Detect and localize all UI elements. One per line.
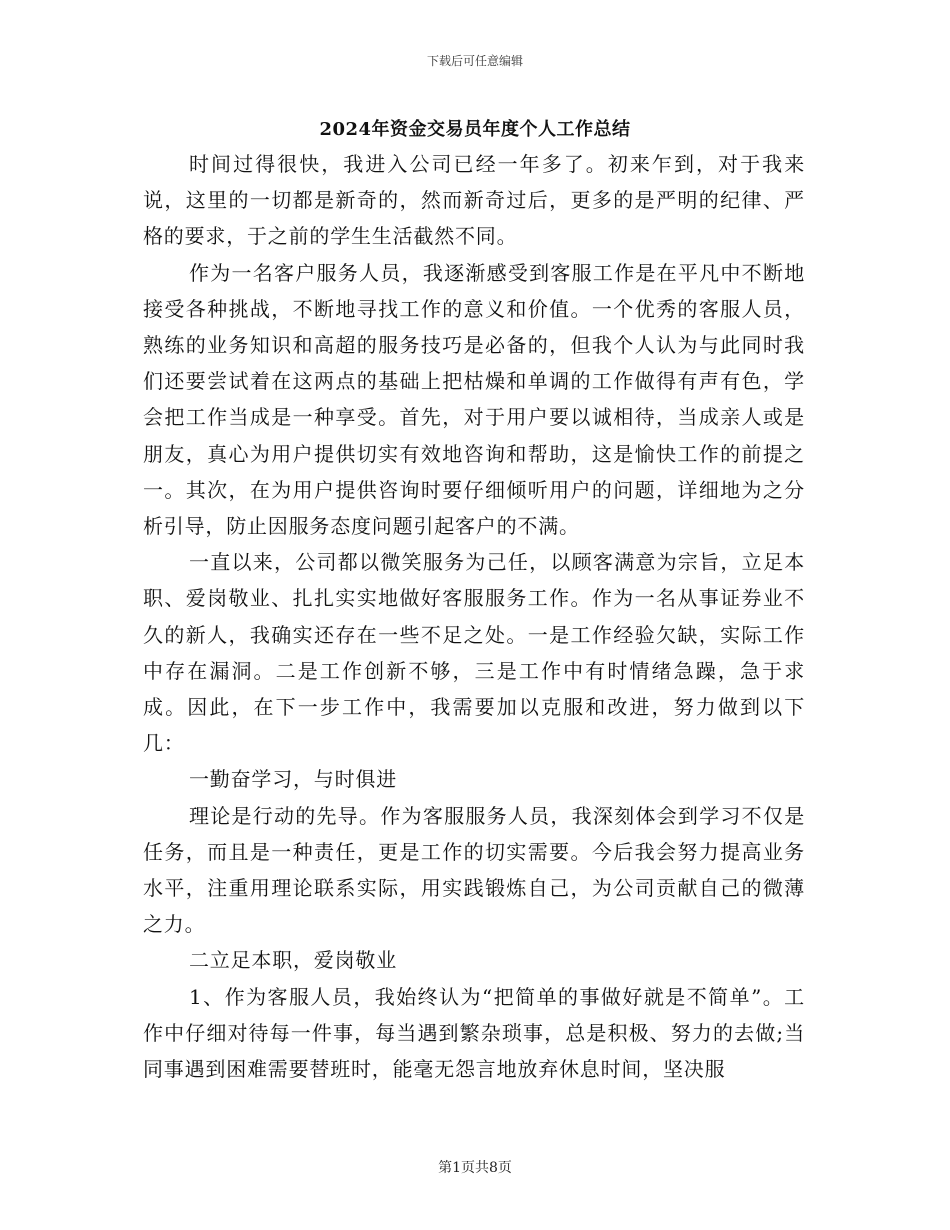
page-footer: 第1页共8页	[438, 1160, 512, 1176]
paragraph-shortcomings: 一直以来，公司都以微笑服务为己任，以顾客满意为宗旨，立足本职、爱岗敬业、扎扎实实地做好客服服务工作。作为一名从事证券业不久的新人，我确实还存在一些不足之处。一是工作经验欠缺，实际工作中存在漏洞。二是工作创新不够，三是工作中有时情绪急躁，急于求成。因此，在下一步工作中，我需要加以克服和改进，努力做到以下几：	[143, 550, 805, 756]
paragraph-intro: 时间过得很快，我进入公司已经一年多了。初来乍到，对于我来说，这里的一切都是新奇的，然而新奇过后，更多的是严明的纪律、严格的要求，于之前的学生生活截然不同。	[143, 152, 805, 249]
paragraph-study: 理论是行动的先导。作为客服服务人员，我深刻体会到学习不仅是任务，而且是一种责任，更是工作的切实需要。今后我会努力提高业务水平，注重用理论联系实际，用实践锻炼自己，为公司贡献自己的微薄之力。	[143, 803, 805, 937]
header-note: 下载后可任意编辑	[426, 54, 523, 68]
document-body	[143, 146, 805, 1087]
section-heading-dedication: 二立足本职，爱岗敬业	[189, 948, 397, 973]
paragraph-customer-service: 作为一名客户服务人员，我逐渐感受到客服工作是在平凡中不断地接受各种挑战，不断地寻找工作的意义和价值。一个优秀的客服人员，熟练的业务知识和高超的服务技巧是必备的，但我个人认为与此同时我们还要尝试着在这两点的基础上把枯燥和单调的工作做得有声有色，学会把工作当成是一种享受。首先，对于用户要以诚相待，当成亲人或是朋友，真心为用户提供切实有效地咨询和帮助，这是愉快工作的前提之一。其次，在为用户提供咨询时要仔细倾听用户的问题，详细地为之分析引导，防止因服务态度问题引起客户的不满。	[143, 260, 805, 539]
section-heading-study: 一勤奋学习，与时俱进	[189, 767, 397, 792]
document-title: 2024年资金交易员年度个人工作总结	[319, 119, 631, 140]
paragraph-dedication-1: 1、作为客服人员，我始终认为“把简单的事做好就是不简单”。工作中仔细对待每一件事，每当遇到繁杂琐事，总是积极、努力的去做;当同事遇到困难需要替班时，能毫无怨言地放弃休息时间，坚决服	[143, 984, 805, 1082]
